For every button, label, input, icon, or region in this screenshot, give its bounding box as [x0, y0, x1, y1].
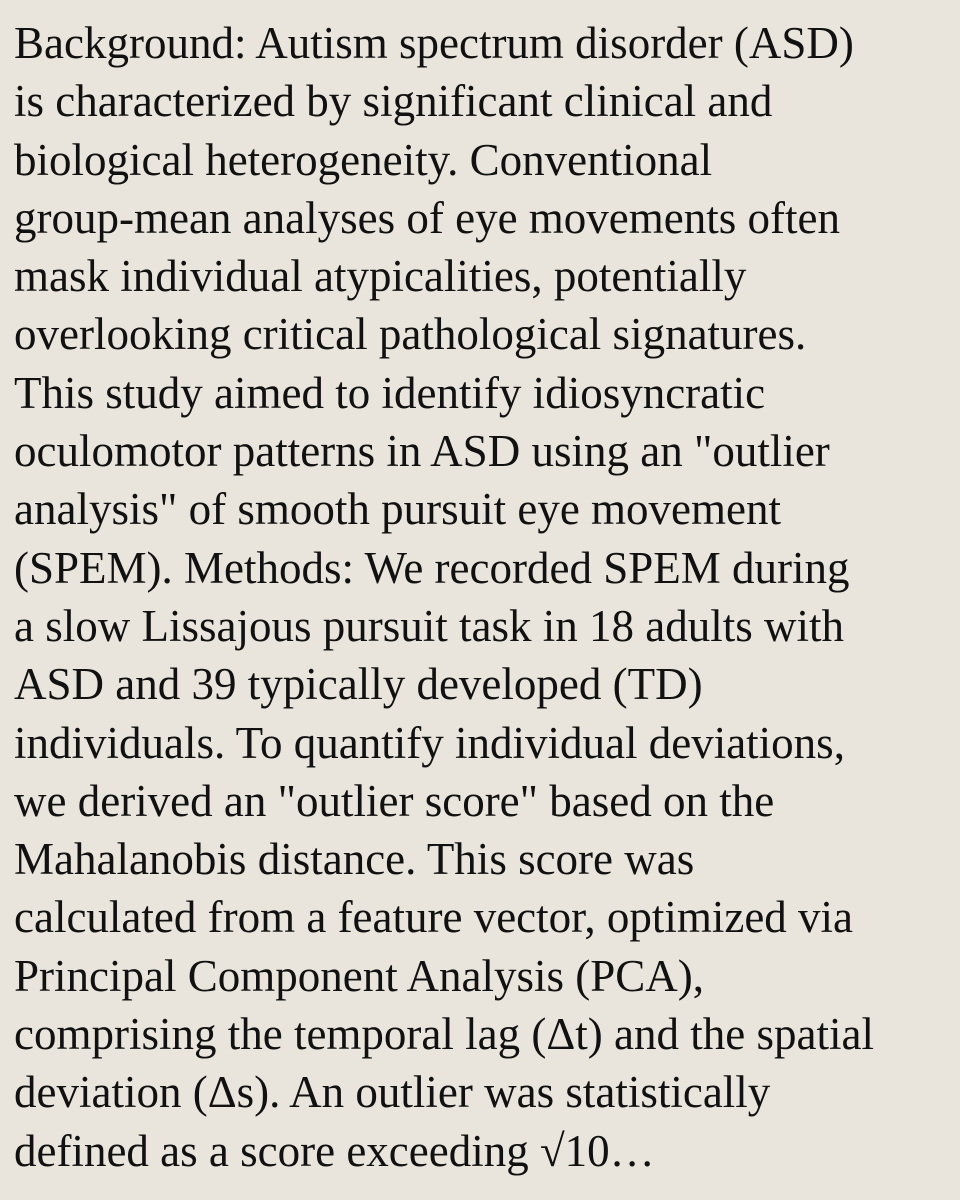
abstract-line-10: (SPEM). Methods: We recorded SPEM during: [14, 542, 850, 593]
abstract-line-17: Principal Component Analysis (PCA),: [14, 950, 704, 1001]
abstract-line-7: This study aimed to identify idiosyncratic: [14, 367, 766, 418]
abstract-line-2: is characterized by significant clinical and: [14, 76, 773, 127]
abstract-line-19: deviation (Δs). An outlier was statistically: [14, 1067, 771, 1118]
abstract-text: [14, 14, 946, 1180]
abstract-line-13: individuals. To quantify individual deviations,: [14, 717, 845, 768]
abstract-line-18: comprising the temporal lag (Δt) and the spatial: [14, 1009, 874, 1060]
abstract-line-16: calculated from a feature vector, optimized via: [14, 892, 854, 943]
abstract-line-4: group-mean analyses of eye movements often: [14, 192, 840, 243]
abstract-line-12: ASD and 39 typically developed (TD): [14, 659, 703, 710]
abstract-line-9: analysis" of smooth pursuit eye movement: [14, 484, 781, 535]
abstract-line-11: a slow Lissajous pursuit task in 18 adults with: [14, 600, 844, 651]
abstract-line-1: Background: Autism spectrum disorder (ASD): [14, 18, 854, 68]
abstract-line-6: overlooking critical pathological signatures.: [14, 309, 807, 360]
abstract-line-5: mask individual atypicalities, potentially: [14, 251, 747, 302]
abstract-line-20: defined as a score exceeding √10…: [14, 1125, 655, 1176]
abstract-line-14: we derived an "outlier score" based on the: [14, 775, 775, 826]
abstract-line-15: Mahalanobis distance. This score was: [14, 834, 695, 885]
abstract-line-8: oculomotor patterns in ASD using an "outlier: [14, 426, 830, 477]
abstract-line-3: biological heterogeneity. Conventional: [14, 134, 713, 185]
